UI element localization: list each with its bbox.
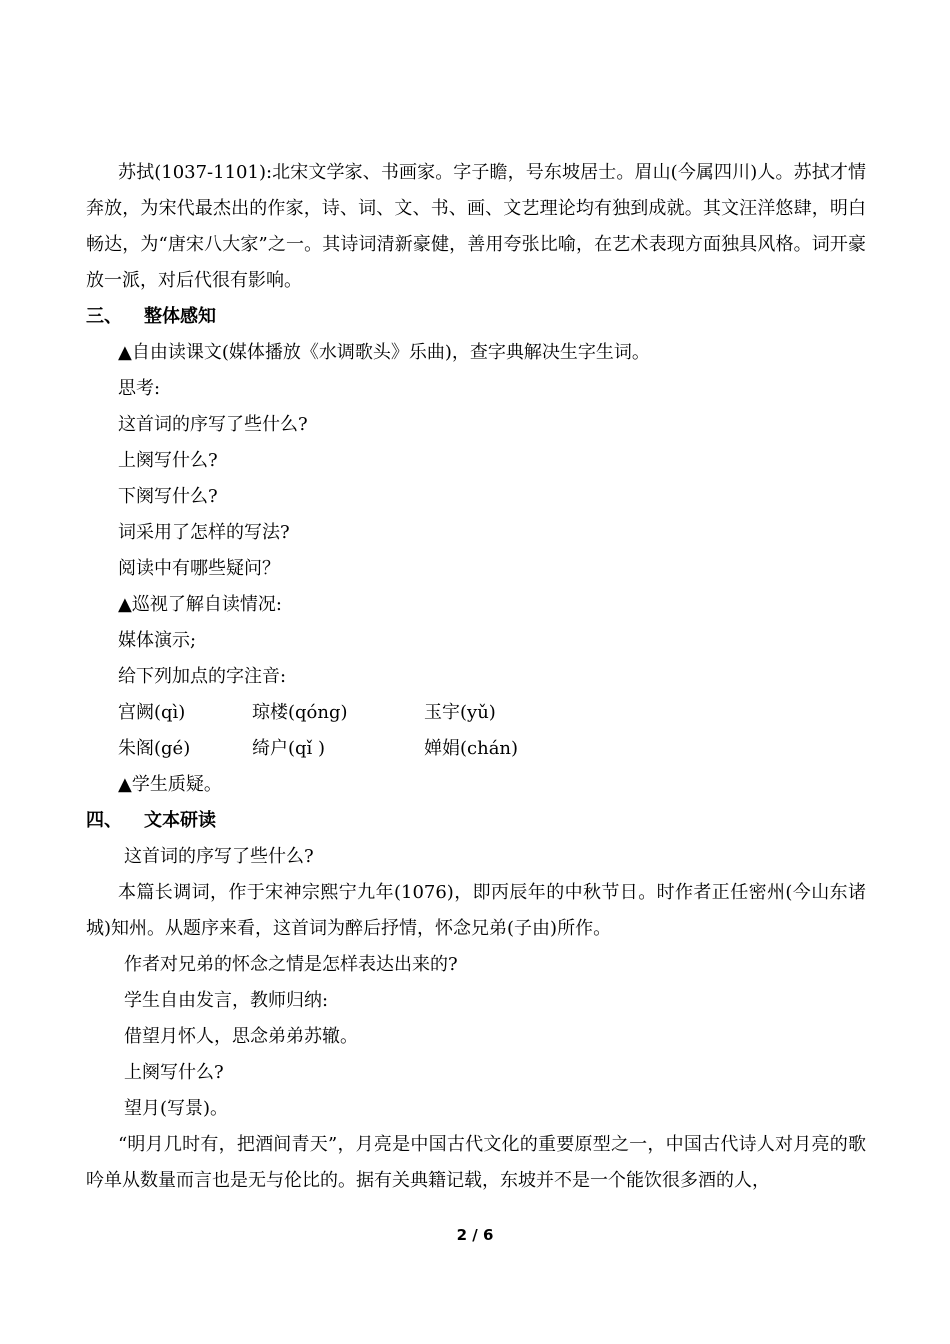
author-bio-paragraph: 苏拭(1037-1101):北宋文学家、书画家。字子瞻，号东坡居士。眉山(今属四川)人。苏拭才情奔放，为宋代最杰出的作家，诗、词、文、书、画、文艺理论均有独到成就。其文汪洋悠肆，明白畅达，为“唐宋八大家”之一。其诗词清新豪健，善用夸张比喻，在艺术表现方面独具风格。词开豪放一派，对后代很有影响。 (86, 162, 866, 291)
pinyin-item: 玉宇(yǔ) (424, 702, 496, 723)
pinyin-row (86, 695, 866, 731)
text-line: 借望月怀人，思念弟弟苏辙。 (124, 1026, 358, 1047)
text-line: 望月(写景)。 (124, 1098, 229, 1119)
pinyin-item: 绮户(qǐ ) (252, 738, 326, 759)
page-number: 2 / 6 (456, 1226, 494, 1244)
pinyin-item: 朱阁(gé) (118, 738, 191, 759)
question-line: 下阕写什么? (118, 486, 218, 507)
text-line: 学生自由发言，教师归纳: (124, 990, 329, 1011)
pinyin-row (86, 731, 866, 767)
instruction-line: 媒体演示; (118, 630, 197, 651)
section-title: 整体感知 (144, 306, 216, 327)
question-line: 这首词的序写了些什么? (124, 846, 314, 867)
question-line: 这首词的序写了些什么? (118, 414, 308, 435)
document-body (86, 155, 866, 1199)
pinyin-item: 宫阙(qì) (118, 702, 186, 723)
question-line: 上阕写什么? (118, 450, 218, 471)
instruction-line: ▲巡视了解自读情况: (118, 594, 282, 615)
body-paragraph: “明月几时有，把酒间青天”，月亮是中国古代文化的重要原型之一，中国古代诗人对月亮的歌吟单从数量而言也是无与伦比的。据有关典籍记载，东坡并不是一个能饮很多酒的人， (86, 1134, 866, 1191)
question-line: 作者对兄弟的怀念之情是怎样表达出来的? (124, 954, 458, 975)
question-line: 阅读中有哪些疑问？ (118, 558, 280, 579)
instruction-line: ▲学生质疑。 (118, 774, 222, 795)
section-number: 三、 (86, 306, 122, 327)
pinyin-item: 婵娟(chán) (424, 738, 519, 759)
body-paragraph: 本篇长调词，作于宋神宗熙宁九年(1076)，即丙辰年的中秋节日。时作者正任密州(今山东诸城)知州。从题序来看，这首词为醉后抒情，怀念兄弟(子由)所作。 (86, 882, 866, 939)
question-line: 上阕写什么? (124, 1062, 224, 1083)
section-heading-text-study (86, 803, 866, 839)
instruction-line: 给下列加点的字注音: (118, 666, 287, 687)
instruction-line: 思考: (118, 378, 161, 399)
pinyin-item: 琼楼(qóng) (252, 702, 348, 723)
section-number: 四、 (86, 810, 122, 831)
section-title: 文本研读 (144, 810, 216, 831)
instruction-line: ▲自由读课文(媒体播放《水调歌头》乐曲)，查字典解决生字生词。 (118, 342, 650, 363)
question-line: 词采用了怎样的写法? (118, 522, 290, 543)
section-heading-overall-perception (86, 299, 866, 335)
